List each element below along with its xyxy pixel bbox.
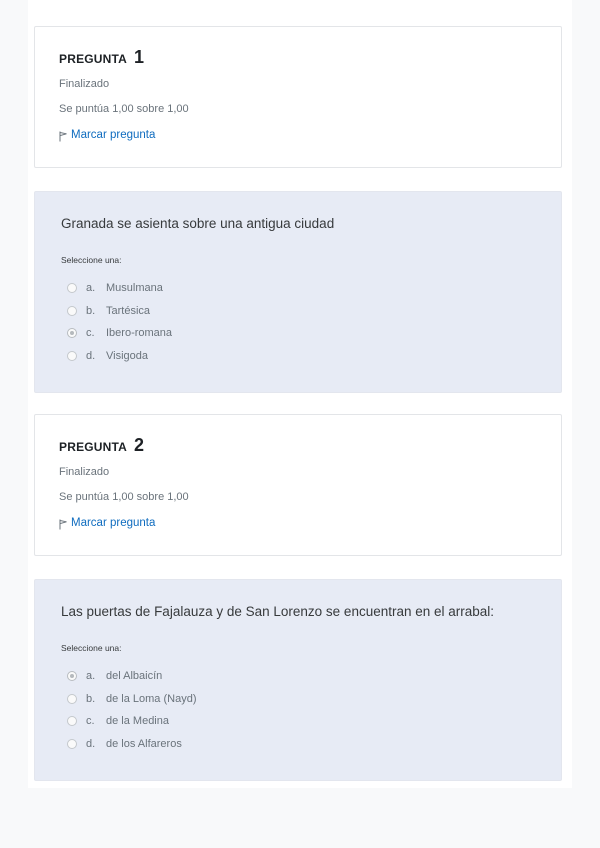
radio-button[interactable] bbox=[67, 694, 77, 704]
answer-label: Musulmana bbox=[106, 282, 163, 295]
flag-question-label: Marcar pregunta bbox=[71, 516, 156, 529]
answer-letter: d. bbox=[86, 737, 96, 750]
question-grade: Se puntúa 1,00 sobre 1,00 bbox=[59, 491, 189, 503]
flag-icon bbox=[59, 519, 68, 530]
answer-list bbox=[67, 277, 172, 367]
answer-option-c[interactable] bbox=[67, 710, 197, 733]
answer-letter: a. bbox=[86, 670, 96, 683]
question-state: Finalizado bbox=[59, 78, 110, 90]
question-state: Finalizado bbox=[59, 466, 110, 478]
question-label: PREGUNTA bbox=[59, 440, 128, 454]
question-1-title bbox=[59, 47, 144, 68]
answer-option-b[interactable] bbox=[67, 688, 197, 711]
answer-option-a[interactable] bbox=[67, 277, 172, 300]
answer-option-d[interactable] bbox=[67, 733, 197, 756]
question-label: PREGUNTA bbox=[59, 52, 128, 66]
radio-button[interactable] bbox=[67, 306, 77, 316]
question-text: Las puertas de Fajalauza y de San Lorenzo se encuentran en el arrabal: bbox=[61, 604, 495, 619]
flag-question-label: Marcar pregunta bbox=[71, 128, 156, 141]
answer-option-b[interactable] bbox=[67, 300, 172, 323]
answer-list bbox=[67, 665, 197, 755]
radio-button[interactable] bbox=[67, 716, 77, 726]
answer-option-a[interactable] bbox=[67, 665, 197, 688]
question-grade: Se puntúa 1,00 sobre 1,00 bbox=[59, 103, 189, 115]
radio-button-selected[interactable] bbox=[67, 328, 77, 338]
answer-label: de la Loma (Nayd) bbox=[106, 692, 197, 705]
flag-question-link[interactable] bbox=[59, 515, 155, 530]
radio-button[interactable] bbox=[67, 283, 77, 293]
answer-label: Visigoda bbox=[106, 349, 148, 362]
radio-button-selected[interactable] bbox=[67, 671, 77, 681]
answer-letter: c. bbox=[86, 327, 95, 340]
question-2-title bbox=[59, 435, 144, 456]
question-2-info-box bbox=[34, 414, 562, 556]
flag-icon bbox=[59, 131, 68, 142]
question-number: 2 bbox=[134, 435, 145, 455]
answer-letter: d. bbox=[86, 349, 96, 362]
answer-label: de los Alfareros bbox=[106, 737, 182, 750]
flag-question-link[interactable] bbox=[59, 127, 155, 142]
answer-prompt: Seleccione una: bbox=[61, 255, 122, 265]
answer-letter: c. bbox=[86, 715, 95, 728]
answer-label: del Albaicín bbox=[106, 670, 163, 683]
answer-label: Ibero-romana bbox=[106, 327, 173, 340]
answer-letter: b. bbox=[86, 692, 96, 705]
question-text: Granada se asienta sobre una antigua ciudad bbox=[61, 216, 335, 231]
answer-option-d[interactable] bbox=[67, 345, 172, 368]
answer-letter: b. bbox=[86, 304, 96, 317]
answer-option-c[interactable] bbox=[67, 322, 172, 345]
question-number: 1 bbox=[134, 47, 145, 67]
radio-button[interactable] bbox=[67, 351, 77, 361]
radio-button[interactable] bbox=[67, 739, 77, 749]
answer-label: Tartésica bbox=[106, 304, 151, 317]
question-2-content bbox=[34, 579, 562, 781]
answer-letter: a. bbox=[86, 282, 96, 295]
answer-prompt: Seleccione una: bbox=[61, 643, 122, 653]
quiz-review-page bbox=[28, 0, 572, 788]
question-1-content bbox=[34, 191, 562, 393]
question-1-info-box bbox=[34, 26, 562, 168]
answer-label: de la Medina bbox=[106, 715, 169, 728]
